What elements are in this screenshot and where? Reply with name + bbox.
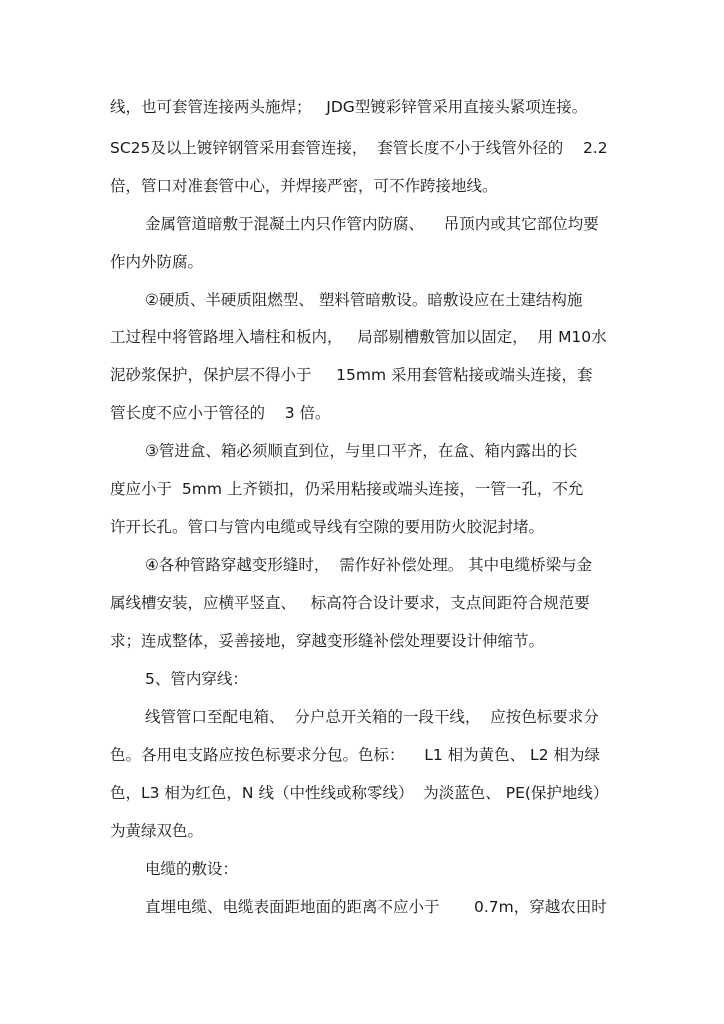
text-line-11: 度应小于 5mm 上齐锁扣，仍采用粘接或端头连接，一管一孔，不允 bbox=[110, 480, 584, 498]
section-heading-5: 5、管内穿线： bbox=[145, 670, 248, 688]
text-line-9: 管长度不应小于管径的 3 倍。 bbox=[110, 404, 331, 422]
text-line-6: ②硬质、半硬质阻燃型、 塑料管暗敷设。暗敷设应在土建结构施 bbox=[145, 291, 583, 309]
text-line-3: 倍，管口对准套管中心，并焊接严密，可不作跨接地线。 bbox=[110, 177, 498, 195]
text-line-19: 色，L3 相为红色，N 线（中性线或称零线） 为淡蓝色、 PE(保护地线） bbox=[110, 784, 609, 802]
text-line-7: 工过程中将管路埋入墙柱和板内， 局部剔槽敷管加以固定， 用 M10水 bbox=[110, 328, 607, 346]
text-line-4: 金属管道暗敷于混凝土内只作管内防腐、 吊顶内或其它部位均要 bbox=[145, 215, 599, 233]
text-line-1: 线，也可套管连接两头施焊； JDG型镀彩锌管采用直接头紧项连接。 bbox=[110, 98, 588, 116]
text-line-17: 线管管口至配电箱、 分户总开关箱的一段干线， 应按色标要求分 bbox=[145, 708, 599, 726]
text-line-12: 许开长孔。管口与管内电缆或导线有空隙的要用防火胶泥封堵。 bbox=[110, 518, 545, 536]
text-line-22: 直埋电缆、电缆表面距地面的距离不应小于 0.7m，穿越农田时 bbox=[145, 898, 607, 916]
text-line-5: 作内外防腐。 bbox=[110, 253, 204, 271]
text-line-15: 求；连成整体，妥善接地，穿越变形缝补偿处理要设计伸缩节。 bbox=[110, 632, 545, 650]
text-line-10: ③管进盒、箱必须顺直到位，与里口平齐，在盒、箱内露出的长 bbox=[145, 442, 578, 460]
text-line-20: 为黄绿双色。 bbox=[110, 822, 204, 840]
text-line-2: SC25及以上镀锌钢管采用套管连接， 套管长度不小于线管外径的 2.2 bbox=[110, 139, 608, 157]
text-line-8: 泥砂浆保护，保护层不得小于 15mm 采用套管粘接或端头连接，套 bbox=[110, 366, 593, 384]
text-line-14: 属线槽安装，应横平竖直、 标高符合设计要求，支点间距符合规范要 bbox=[110, 594, 590, 612]
text-line-13: ④各种管路穿越变形缝时， 需作好补偿处理。 其中电缆桥梁与金 bbox=[145, 556, 593, 574]
text-line-18: 色。各用电支路应按色标要求分包。色标： L1 相为黄色、 L2 相为绿 bbox=[110, 746, 600, 764]
subheading-cable-laying: 电缆的敷设： bbox=[145, 860, 239, 878]
